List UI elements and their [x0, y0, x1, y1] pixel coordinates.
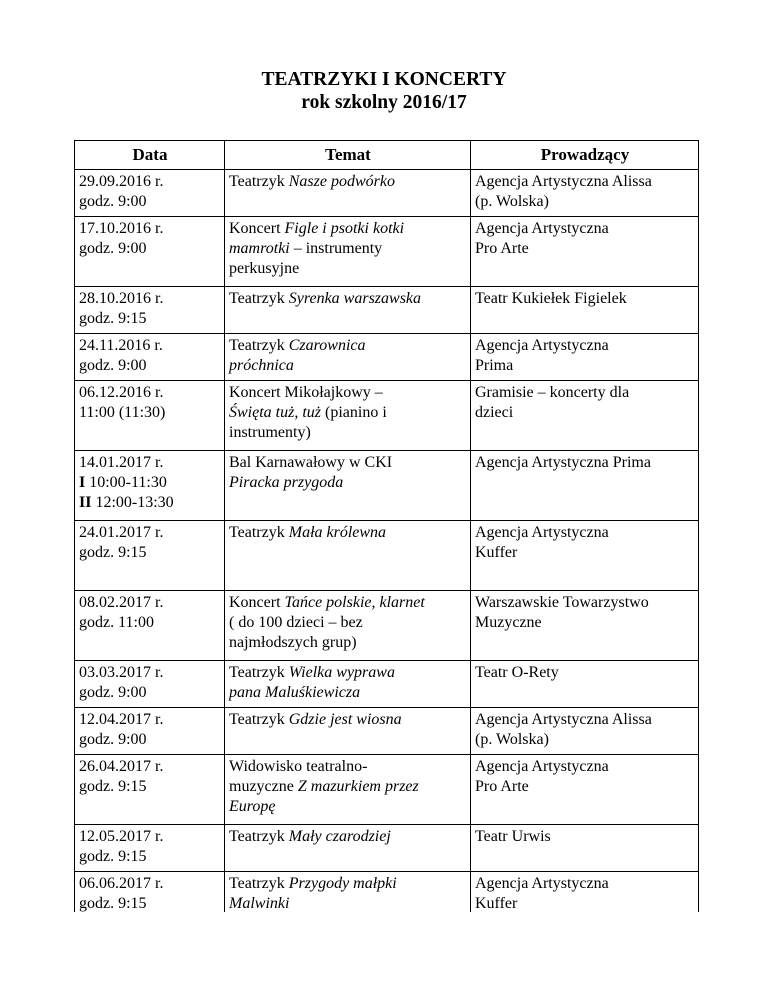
topic-line: pana Maluśkiewicza: [229, 684, 361, 701]
topic-line: Teatrzyk Nasze podwórko: [229, 173, 395, 190]
cell-date: [75, 217, 225, 287]
date-line: godz. 9:00: [79, 684, 147, 701]
topic-line: perkusyjne: [229, 260, 300, 277]
cell-topic: [225, 170, 471, 217]
date-line: godz. 9:00: [79, 193, 147, 210]
topic-line: Teatrzyk Gdzie jest wiosna: [229, 711, 402, 728]
cell-date: [75, 170, 225, 217]
topic-line: Teatrzyk Przygody małpki: [229, 875, 397, 892]
date-line: 03.03.2017 r.: [79, 664, 164, 681]
cell-host: [471, 661, 699, 708]
header-date: Data: [75, 141, 225, 170]
date-line: 28.10.2016 r.: [79, 290, 164, 307]
host-line: Teatr Kukiełek Figielek: [475, 290, 627, 307]
date-line: II 12:00-13:30: [79, 494, 174, 511]
date-line: 24.11.2016 r.: [79, 337, 163, 354]
table-row: [75, 825, 699, 872]
topic-line: Teatrzyk Wielka wyprawa: [229, 664, 395, 681]
date-line: godz. 9:15: [79, 895, 147, 912]
host-line: Agencja Artystyczna Prima: [475, 454, 651, 471]
host-line: Pro Arte: [475, 778, 529, 795]
cell-date: [75, 591, 225, 661]
cell-topic: [225, 661, 471, 708]
topic-line: Koncert Mikołajkowy –: [229, 384, 383, 401]
table-row: [75, 170, 699, 217]
cell-topic: [225, 591, 471, 661]
date-line: 11:00 (11:30): [79, 404, 166, 421]
topic-line: Święta tuż, tuż (pianino i: [229, 404, 387, 421]
topic-line: Malwinki: [229, 895, 290, 912]
cell-host: [471, 334, 699, 381]
date-line: godz. 11:00: [79, 614, 154, 631]
host-line: (p. Wolska): [475, 731, 549, 748]
date-line: 12.05.2017 r.: [79, 828, 164, 845]
host-line: Kuffer: [475, 544, 518, 561]
date-line: godz. 9:15: [79, 778, 147, 795]
cell-topic: [225, 451, 471, 521]
date-line: 24.01.2017 r.: [79, 524, 164, 541]
cell-topic: [225, 381, 471, 451]
header-host: Prowadzący: [471, 141, 699, 170]
host-line: Agencja Artystyczna: [475, 524, 609, 541]
date-line: 14.01.2017 r.: [79, 454, 164, 471]
table-row: [75, 521, 699, 591]
date-line: 06.12.2016 r.: [79, 384, 164, 401]
table-row: [75, 287, 699, 334]
host-line: Muzyczne: [475, 614, 542, 631]
topic-line: Piracka przygoda: [229, 474, 344, 491]
cell-topic: [225, 287, 471, 334]
host-line: (p. Wolska): [475, 193, 549, 210]
date-line: 26.04.2017 r.: [79, 758, 164, 775]
cell-host: [471, 217, 699, 287]
date-line: godz. 9:00: [79, 731, 147, 748]
table-row: [75, 661, 699, 708]
cell-host: [471, 287, 699, 334]
topic-line: muzyczne Z mazurkiem przez: [229, 778, 419, 795]
cell-date: [75, 451, 225, 521]
topic-line: Teatrzyk Mała królewna: [229, 524, 387, 541]
date-line: godz. 9:15: [79, 310, 147, 327]
topic-line: mamrotki – instrumenty: [229, 240, 383, 257]
cell-date: [75, 334, 225, 381]
host-line: Prima: [475, 357, 514, 374]
host-line: Gramisie – koncerty dla: [475, 384, 630, 401]
date-line: I 10:00-11:30: [79, 474, 167, 491]
topic-line: Teatrzyk Czarownica: [229, 337, 366, 354]
table-row: [75, 381, 699, 451]
cell-host: [471, 591, 699, 661]
host-line: Pro Arte: [475, 240, 529, 257]
date-line: 08.02.2017 r.: [79, 594, 164, 611]
cell-date: [75, 661, 225, 708]
cell-host: [471, 825, 699, 872]
host-line: Teatr Urwis: [475, 828, 551, 845]
date-line: 29.09.2016 r.: [79, 173, 164, 190]
host-line: Agencja Artystyczna: [475, 337, 609, 354]
table-row: [75, 451, 699, 521]
cell-topic: [225, 334, 471, 381]
date-line: godz. 9:00: [79, 240, 147, 257]
topic-line: Koncert Tańce polskie, klarnet: [229, 594, 425, 611]
cell-date: [75, 381, 225, 451]
date-line: godz. 9:00: [79, 357, 147, 374]
cell-date: [75, 825, 225, 872]
cell-host: [471, 381, 699, 451]
topic-line: Bal Karnawałowy w CKI: [229, 454, 393, 471]
cell-host: [471, 755, 699, 825]
cell-host: [471, 170, 699, 217]
cell-host: [471, 451, 699, 521]
cell-topic: [225, 825, 471, 872]
schedule-table: [74, 140, 699, 932]
topic-line: Teatrzyk Syrenka warszawska: [229, 290, 422, 307]
table-header-row: [75, 141, 699, 170]
topic-line: ( do 100 dzieci – bez: [229, 614, 363, 631]
header-topic: Temat: [225, 141, 471, 170]
title-line-2: rok szkolny 2016/17: [301, 92, 467, 113]
host-line: Warszawskie Towarzystwo: [475, 594, 649, 611]
host-line: Agencja Artystyczna: [475, 220, 609, 237]
cell-host: [471, 708, 699, 755]
topic-line: Europę: [229, 798, 276, 815]
cell-topic: [225, 217, 471, 287]
cell-date: [75, 521, 225, 591]
table-row: [75, 755, 699, 825]
topic-line: najmłodszych grup): [229, 634, 357, 651]
page-title: [0, 68, 768, 114]
cell-topic: [225, 708, 471, 755]
date-line: 12.04.2017 r.: [79, 711, 164, 728]
table-row: [75, 217, 699, 287]
host-line: Teatr O-Rety: [475, 664, 559, 681]
table-row: [75, 591, 699, 661]
host-line: Agencja Artystyczna: [475, 875, 609, 892]
cell-date: [75, 287, 225, 334]
topic-line: Widowisko teatralno-: [229, 758, 368, 775]
date-line: godz. 9:15: [79, 544, 147, 561]
cell-topic: [225, 755, 471, 825]
host-line: Agencja Artystyczna: [475, 758, 609, 775]
date-line: 17.10.2016 r.: [79, 220, 164, 237]
table-row: [75, 334, 699, 381]
topic-line: Koncert Figle i psotki kotki: [229, 220, 405, 237]
page-bottom-margin: [0, 912, 768, 994]
topic-line: Teatrzyk Mały czarodziej: [229, 828, 391, 845]
title-line-1: TEATRZYKI I KONCERTY: [261, 69, 507, 90]
host-line: Agencja Artystyczna Alissa: [475, 711, 652, 728]
host-line: Kuffer: [475, 895, 518, 912]
cell-topic: [225, 521, 471, 591]
topic-line: instrumenty): [229, 424, 311, 441]
table-row: [75, 708, 699, 755]
cell-host: [471, 521, 699, 591]
host-line: dzieci: [475, 404, 514, 421]
cell-date: [75, 708, 225, 755]
date-line: godz. 9:15: [79, 848, 147, 865]
topic-line: próchnica: [229, 357, 294, 374]
cell-date: [75, 755, 225, 825]
date-line: 06.06.2017 r.: [79, 875, 164, 892]
host-line: Agencja Artystyczna Alissa: [475, 173, 652, 190]
